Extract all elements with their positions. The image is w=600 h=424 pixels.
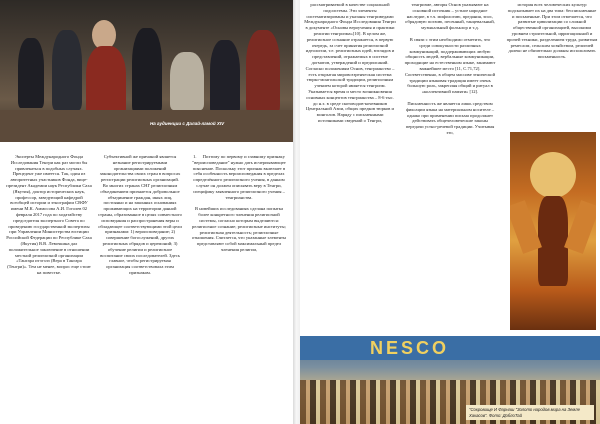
- paragraph: [190, 154, 288, 200]
- banner-text: NESCO: [370, 338, 450, 358]
- paragraph: Эксперты Международного Фонда Исследования Тенгри как раз могли бы привлекаться в подобных случаях. Прецедент уже имеется. Так, один из авторитетных участников Фонда, вице-президент Академии наук Республики Саха (Якутия), доктор исторических наук, профессор, заведующий кафедрой всеобщей истории и этнографии СВФУ имени М.К. Аммосова А.И. Гоголев 02 февраля 2017 года по ходатайству председателя экспертного Совета по проведению государственной экспертизы при Управлении Министерства юстиции Российской Федерации по Республике Саха (Якутия) В.В. Левочкина дал положительное заключение в отношении местной религиозной организации «Тангара итэгэлэ (Вера в Тангара (Тенгри)». Тем не менее, вопрос еще стоит на повестке.: [6, 154, 92, 275]
- text-column: [98, 154, 182, 422]
- paragraph-text: Поэтому по первому и главному признаку "вероисповедание" нужно дать исчерпывающее пояснение. Поскольку этот признак включает в себя особенность вероисповедания в пределах определённого религиозного учения, в данном случае он должен описывать веру в Тенгри, специфику заявленного религиозного учения – тенгрианства.: [192, 154, 286, 200]
- right-page: [300, 0, 600, 424]
- paragraph: Субъективной же причиной является незнание регистрируемыми организациями положений законодательства своих стран в вопросах регистрации религиозных организаций. Во многих странах СНГ религиозным объединением признается добровольное объединение граждан, иных лиц, постоянно и на законных основаниях проживающих на территории данной страны, образованное в целях совместного исповедания и распространения веры и обладающее соответствующими этой цели признаками: 1) вероисповедание; 2) совершение богослужений, других религиозных обрядов и церемоний; 3) обучение религии и религиозное воспитание своих последователей. Здесь главное, чтобы регистрируемая организация соответствовала этим признакам.: [98, 154, 182, 275]
- text-column: [404, 2, 496, 332]
- paragraph: В новейших исследованиях сделана попытка более конкретного членения религиозной системы, согласно которым выделяются: религиозное сознание; религиозные институты; религиозная деятельность; религиозные отношения. Считается, что указанные элементы представляют собой максимальный предел членения религии,: [191, 206, 287, 252]
- shaman-illustration: [510, 132, 596, 330]
- paragraph: Письменность же является лишь средством фиксации языка на материальном носителе – однако при применении письма продолжает действовать общечеловеческие законы передачи устно-речевой традиции. Учитывая это,: [405, 100, 495, 135]
- photo-caption: На аудиенции с Далай-ламой XIV: [150, 121, 225, 126]
- left-page: [0, 0, 294, 424]
- text-column: [304, 2, 396, 272]
- festival-photo: [300, 336, 600, 424]
- paragraph: рассматриваемой в качестве социальной подсистемы. Эти элементы систематизированы и указаны тенгриведами Международного Фонда Исследования Тенгри в документе «Основы вероучения и практики религии тенгризма»[10]. В целом же, религиозное сознание отражается, в первую очередь, за счет принятия религиозной идеологии, т.е. религиозных идей, взглядов и представлений, отражаемых в системе догматов, утверждений и предписаний. Согласно положениям Основ, тенгрианство – есть открытая мировоззренческая система тюрко-монгольской традиции, религиозным учением которой является тенгризм. Указывается время и место возникновения основных концептов тенгрианства – 8-6 тыс. до н.э. в среде скотоводов-кочевников Центральной Азии, общих предков тюрков и монголов. Наряду с письменными источниками сведений о Тенгри,: [304, 2, 396, 123]
- text-column: [6, 154, 92, 422]
- paragraph: В связи с этим необходимо отметить, что среди совокупности различных коммуникаций, поддерживающих любую общность людей, вербальные коммуникации, проходящие на естественном языке, занимают важнейшее место [11, С.71,72]. Соответственно, в общем массиве этнической традиции языковая традиция имеет очень большую роль, закрепляя общий и ритуал в «коллективной памяти» [12].: [404, 36, 496, 95]
- list-number: 1.: [193, 154, 197, 159]
- photo-caption: "Сокровище И Фарнаш "Золото народов мира на Земле Хакасов". Фото: ДоблоТай: [466, 405, 594, 420]
- paragraph: тенгризме, авторы Основ указывают на основной источник – устное народное наследие, в т.ч. мифологию, предания, эпос, обрядовую поэзию, песенный, танцевальный, музыкальный фольклор и т.д.: [405, 2, 495, 31]
- audience-photo: [0, 0, 294, 142]
- unesco-banner: [300, 336, 600, 360]
- paragraph: история всех человеческих культур подсказывает их на два типа: бесписьменные и письменные. При этом отмечается, что развитые цивилизации со сложной общественной организацией, высокими уровнем строительной, ирригационной и прочей техники, разделением труда, развитым ремеслом, сельским хозяйством, религией далеко не обязательно должны использовать письменность.: [506, 2, 598, 60]
- text-column: [506, 2, 598, 130]
- text-column: [190, 154, 288, 422]
